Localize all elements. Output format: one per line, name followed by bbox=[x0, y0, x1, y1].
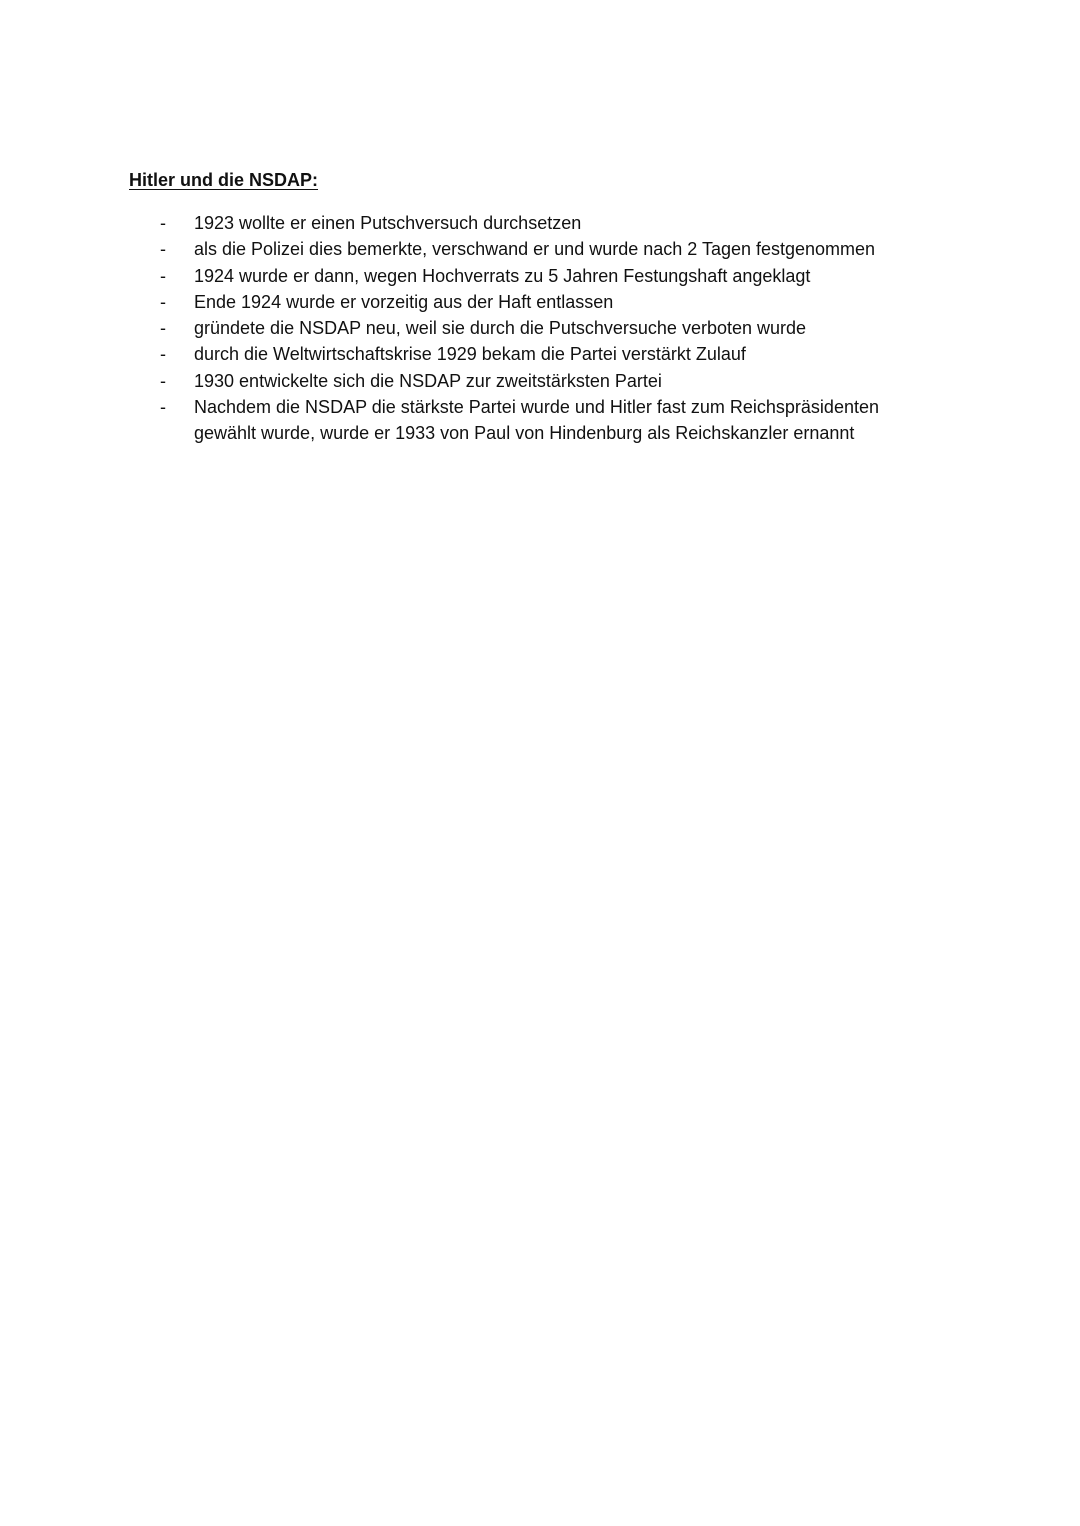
bullet-marker: - bbox=[160, 239, 166, 260]
list-item-text: gründete die NSDAP neu, weil sie durch die Putschversuche verboten wurde bbox=[194, 318, 807, 339]
list-item bbox=[160, 394, 920, 447]
bullet-marker: - bbox=[160, 265, 166, 286]
bullet-list bbox=[160, 210, 920, 447]
list-item bbox=[160, 263, 920, 289]
list-item bbox=[160, 315, 920, 341]
list-item-text: 1923 wollte er einen Putschversuch durchsetzen bbox=[194, 213, 582, 233]
list-item bbox=[160, 341, 920, 367]
list-item-text: 1924 wurde er dann, wegen Hochverrats zu 5 Jahren Festungshaft angeklagt bbox=[194, 265, 811, 286]
list-item bbox=[160, 368, 920, 394]
list-item-text: Ende 1924 wurde er vorzeitig aus der Haft entlassen bbox=[194, 291, 614, 312]
bullet-marker: - bbox=[160, 344, 166, 365]
list-item bbox=[160, 210, 920, 236]
bullet-marker: - bbox=[160, 370, 166, 391]
list-item bbox=[160, 236, 920, 262]
list-item bbox=[160, 289, 920, 315]
bullet-marker: - bbox=[160, 318, 166, 339]
bullet-marker: - bbox=[160, 397, 166, 418]
bullet-marker: - bbox=[160, 213, 166, 233]
list-item-text: 1930 entwickelte sich die NSDAP zur zweitstärksten Partei bbox=[194, 370, 662, 391]
document-heading: Hitler und die NSDAP: bbox=[129, 170, 319, 190]
list-item-text: durch die Weltwirtschaftskrise 1929 bekam die Partei verstärkt Zulauf bbox=[194, 344, 746, 365]
list-item-text: Nachdem die NSDAP die stärkste Partei wurde und Hitler fast zum Reichspräsidenten gewählt wurde, wurde er 1933 von Paul von Hindenburg als Reichskanzler ernannt bbox=[194, 397, 879, 444]
list-item-text: als die Polizei dies bemerkte, verschwand er und wurde nach 2 Tagen festgenommen bbox=[194, 239, 876, 260]
bullet-marker: - bbox=[160, 291, 166, 312]
